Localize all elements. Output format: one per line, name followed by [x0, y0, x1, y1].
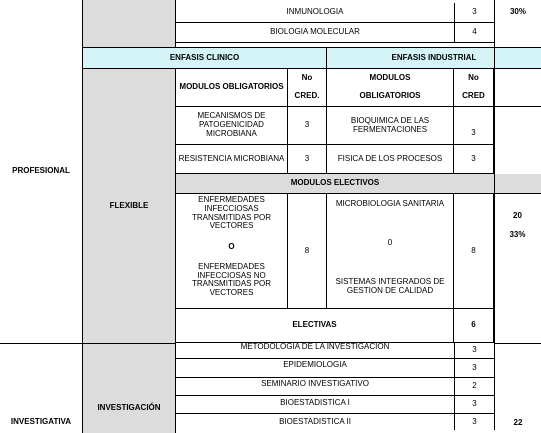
header-cred-left: CRED.: [294, 91, 320, 101]
module-mecanismos-patogenicidad: MECANISMOS DE PATOGENICIDAD MICROBIANA: [176, 107, 288, 145]
course-seminario: SEMINARIO INVESTIGATIVO: [176, 378, 454, 396]
credits-resistencia-microbiana: 3: [288, 145, 327, 174]
credits-electivos-right: 8: [454, 194, 494, 309]
electivos-header-blank: [494, 174, 541, 194]
percent-top: 30%: [494, 0, 541, 47]
header-no-left: No: [301, 72, 313, 82]
header-no-right: No: [468, 72, 479, 82]
credits-biologia-molecular: 4: [454, 23, 494, 43]
credits-bioquimica-fermentaciones: 3: [454, 107, 494, 145]
course-bioestadistica-1: BIOESTADISTICA I: [176, 396, 454, 414]
flexible-percent: 33%: [509, 230, 526, 240]
electivos-right: [327, 194, 454, 309]
electivo-microbiologia-sanitaria: MICROBIOLOGIA SANITARIA: [335, 199, 445, 208]
header-modulos-obligatorios-right: [327, 69, 454, 107]
credits-seminario: 2: [454, 378, 494, 396]
subsection-flexible: FLEXIBLE: [83, 69, 176, 343]
header-obligatorios-right: OBLIGATORIOS: [359, 91, 421, 101]
electivos-left: [176, 194, 288, 309]
credits-bioestadistica-2: 3: [454, 414, 494, 430]
module-resistencia-microbiana: RESISTENCIA MICROBIANA: [176, 145, 288, 174]
right-divider: [494, 47, 495, 343]
module-fisica-procesos: FISICA DE LOS PROCESOS: [327, 145, 454, 174]
module-bioquimica-fermentaciones: BIOQUIMICA DE LAS FERMENTACIONES: [327, 107, 454, 145]
course-biologia-molecular: BIOLOGIA MOLECULAR: [176, 23, 454, 43]
course-metodologia: METODOLOGIA DE LA INVESTIGACION: [176, 343, 454, 359]
credits-metodologia: 3: [454, 343, 494, 359]
course-inmunologia: INMUNOLOGIA: [176, 3, 454, 23]
course-bioestadistica-2: BIOESTADISTICA II: [279, 417, 351, 426]
electivo-right-o: 0: [387, 238, 393, 248]
electivas-label: ELECTIVAS: [176, 309, 454, 343]
modulos-electivos-header: MODULOS ELECTIVOS: [176, 174, 494, 194]
section-profesional: PROFESIONAL: [0, 0, 83, 343]
electivas-credits: 6: [454, 309, 494, 343]
credits-electivos-left: 8: [288, 194, 327, 309]
subsection-investigacion: INVESTIGACIÓN: [83, 343, 176, 433]
header-modulos-right: MODULOS: [369, 72, 411, 82]
credits-epidemiologia: 3: [454, 359, 494, 378]
credits-bioestadistica-1: 3: [454, 396, 494, 414]
electivo-vectores: ENFERMEDADES INFECCIOSAS TRANSMITIDAS POR VECTORES: [191, 195, 272, 231]
electivo-left-o: O: [228, 241, 235, 251]
flexible-totals: [494, 194, 541, 240]
section-investigativa: INVESTIGATIVA: [0, 343, 83, 433]
header-blank-right: [494, 69, 541, 107]
credits-fisica-procesos: 3: [454, 145, 494, 174]
header-no-cred-right: [454, 69, 494, 107]
credits-inmunologia: 3: [454, 3, 494, 23]
flexible-total-credits: 20: [513, 211, 522, 221]
enfasis-clinico: ENFASIS CLINICO: [83, 47, 327, 69]
header-no-cred-left: [288, 69, 327, 107]
header-cred-right: CRED: [462, 91, 485, 101]
header-modulos-obligatorios-left: MODULOS OBLIGATORIOS: [176, 69, 288, 107]
course-epidemiologia: EPIDEMIOLOGIA: [176, 359, 454, 378]
credits-mecanismos-patogenicidad: 3: [288, 107, 327, 145]
investigacion-total: 22: [494, 343, 541, 430]
electivo-no-vectores: ENFERMEDADES INFECCIOSAS NO TRANSMITIDAS POR VECTORES: [191, 261, 272, 298]
subsection-blank: [83, 0, 176, 47]
electivo-sistemas-calidad: SISTEMAS INTEGRADOS DE GESTION DE CALIDAD: [335, 277, 445, 296]
enfasis-industrial: ENFASIS INDUSTRIAL: [327, 47, 541, 69]
